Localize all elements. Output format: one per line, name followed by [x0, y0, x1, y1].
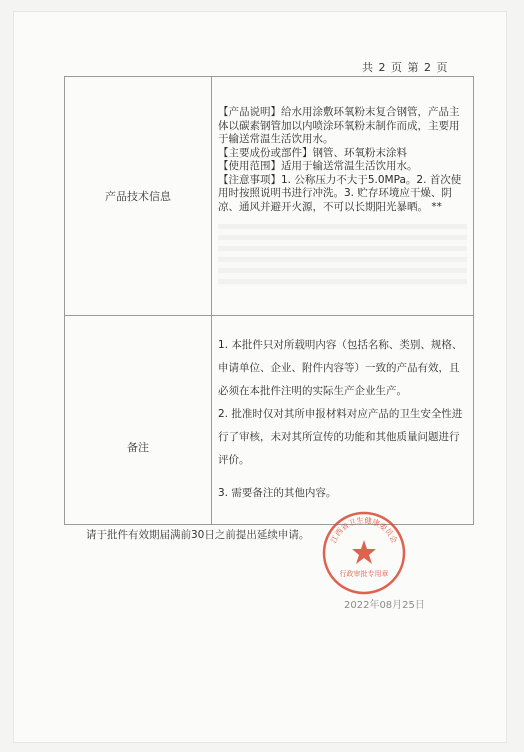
precautions: 【注意事项】1. 公称压力不大于5.0MPa。2. 首次使用时按照说明书进行冲洗。3. 贮存环境应干燥、阴凉、通风并避开火源，不可以长期阳光暴晒。 **	[218, 173, 462, 213]
remarks-label-cell	[65, 316, 212, 525]
remark-item: 1. 本批件只对所载明内容（包括名称、类别、规格、申请单位、企业、附件内容等）一致的产品有效，且必须在本批件注明的实际生产企业生产。	[218, 338, 463, 397]
svg-text:行政审批专用章: 行政审批专用章	[339, 570, 389, 578]
tech-info-label: 产品技术信息	[65, 77, 212, 316]
approval-table	[64, 76, 474, 525]
remarks-cell	[212, 316, 474, 525]
page-indicator: 共 2 页 第 2 页	[362, 61, 449, 74]
main-components: 【主要成份或部件】钢管、环氧粉末涂料	[218, 146, 407, 159]
remarks-label: 备注	[127, 440, 149, 454]
star-icon	[352, 540, 376, 564]
remarks-row	[65, 316, 474, 525]
remark-item: 3. 需要备注的其他内容。	[218, 486, 337, 499]
bleed-through-text	[218, 224, 467, 286]
usage-scope: 【使用范围】适用于输送常温生活饮用水。	[218, 160, 418, 172]
product-description: 【产品说明】给水用涂敷环氧粉末复合钢管，产品主体以碳素钢管加以内喷涂环氧粉末制作而成，主要用于输送常温生活饮用水。	[218, 106, 460, 145]
official-seal	[321, 510, 407, 596]
tech-info-text	[212, 102, 473, 214]
tech-info-row	[65, 77, 474, 316]
svg-text:江西省卫生健康委员会: 江西省卫生健康委员会	[328, 515, 400, 545]
remark-item: 2. 批准时仅对其所申报材料对应产品的卫生安全性进行了审核，未对其所宣传的功能和其他质量问题进行评价。	[218, 407, 463, 466]
remarks-text	[212, 328, 473, 513]
seal-date: 2022年08月25日	[344, 600, 425, 611]
tech-info-cell	[212, 77, 474, 316]
bleed-through-label	[66, 386, 210, 397]
renewal-note: 请于批件有效期届满前30日之前提出延续申请。	[86, 529, 310, 541]
